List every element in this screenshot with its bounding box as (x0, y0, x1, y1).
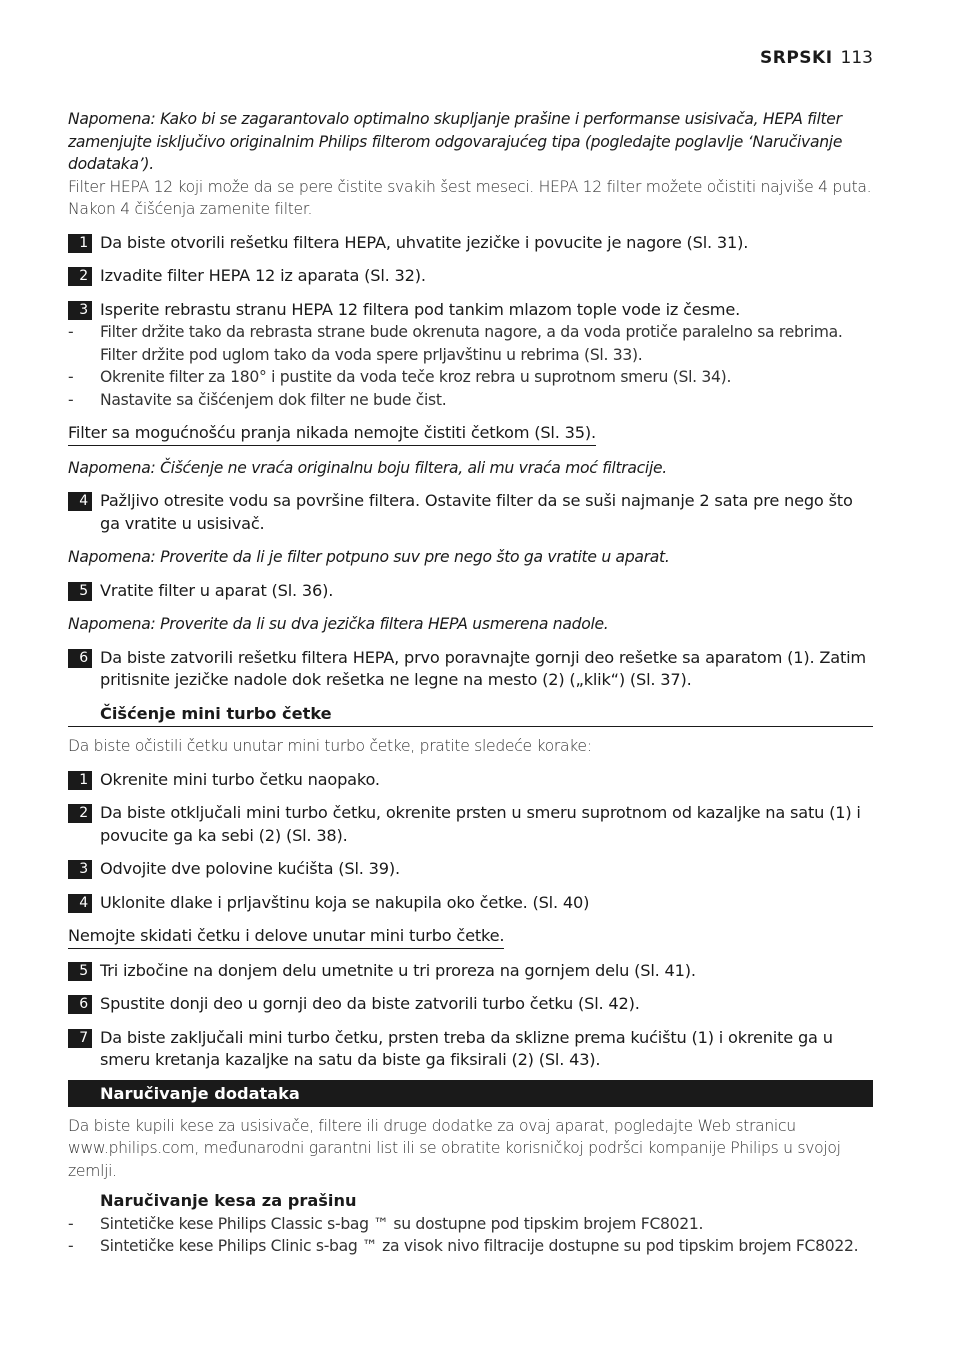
step-number: 4 (68, 894, 92, 913)
bullet-item: - Sintetičke kese Philips Clinic s-bag ™ za visok nivo filtracije dostupne su pod tipskim brojem FC8022. (68, 1237, 859, 1255)
step-number: 3 (68, 860, 92, 879)
page-number: 113 (840, 48, 873, 68)
step-turbo-6 (68, 993, 873, 1016)
step-hepa-4 (68, 490, 873, 535)
step-number: 2 (68, 804, 92, 823)
bullet-item: - Nastavite sa čišćenjem dok filter ne bude čist. (68, 390, 447, 409)
step-hepa-6 (68, 647, 873, 692)
step-number: 3 (68, 301, 92, 320)
bullet-item: - Sintetičke kese Philips Classic s-bag ™ su dostupne pod tipskim brojem FC8021. (68, 1214, 704, 1233)
step-text: Spustite donji deo u gornji deo da biste zatvorili turbo četku (Sl. 42). (100, 994, 640, 1013)
step-hepa-1 (68, 232, 873, 255)
step-text: Isperite rebrastu stranu HEPA 12 filtera pod tankim mlazom tople vode iz česme. (100, 299, 741, 319)
step-number: 1 (68, 771, 92, 790)
step-number: 5 (68, 582, 92, 601)
step-text: Da biste otvorili rešetku filtera HEPA, uhvatite jezičke i povucite je nagore (Sl. 31). (100, 232, 749, 252)
step-turbo-1 (68, 769, 873, 792)
ordering-intro: Da biste kupili kese za usisivače, filtere ili druge dodatke za ovaj aparat, pogledajte Web stranicu www.philips.com, međunarodni garantni list ili se obratite korisničkoj podršci kompanije Philips u svojoj zemlji. (68, 1116, 841, 1180)
page-header (760, 48, 873, 68)
step-number: 6 (68, 649, 92, 668)
step-number: 6 (68, 995, 92, 1014)
note-dry: Napomena: Proverite da li je filter potpuno suv pre nego što ga vratite u aparat. (68, 548, 670, 566)
section-heading-ordering: Naručivanje dodataka (68, 1080, 873, 1107)
subheading-bags: Naručivanje kesa za prašinu (100, 1191, 357, 1210)
language-label: SRPSKI (760, 48, 833, 68)
step-text: Uklonite dlake i prljavštinu koja se nakupila oko četke. (Sl. 40) (100, 892, 590, 912)
step-turbo-7 (68, 1027, 873, 1072)
step-number: 1 (68, 234, 92, 253)
turbo-intro: Da biste očistili četku unutar mini turbo četke, pratite sledeće korake: (68, 737, 592, 755)
step-text: Da biste zaključali mini turbo četku, prsten treba da sklizne prema kućištu (1) i okrenite ga u smeru kretanja kazaljke na satu da biste ga fiksirali (2) (Sl. 43). (100, 1027, 833, 1069)
note-tabs: Napomena: Proverite da li su dva jezička filtera HEPA usmerena nadole. (68, 615, 609, 633)
step-hepa-2 (68, 265, 873, 288)
step-text: Da biste zatvorili rešetku filtera HEPA, prvo poravnajte gornji deo rešetke sa aparatom (1). Zatim pritisnite jezičke nadole dok rešetka ne legne na mesto (2) („klik“) (Sl. 37). (100, 647, 866, 689)
step-text: Okrenite mini turbo četku naopako. (100, 769, 380, 789)
warning-turbo: Nemojte skidati četku i delove unutar mini turbo četke. (68, 925, 504, 949)
step-hepa-3 (68, 299, 873, 322)
step-text: Tri izbočine na donjem delu umetnite u tri proreza na gornjem delu (Sl. 41). (100, 960, 696, 980)
bullet-item: - Filter držite tako da rebrasta strane bude okrenuta nagore, a da voda protiče paralelno sa rebrima. Filter držite pod uglom tako da voda spere prljavštinu u rebrima (Sl. 33). (68, 323, 843, 364)
step-turbo-5 (68, 960, 873, 983)
step-number: 5 (68, 962, 92, 981)
step-number: 7 (68, 1029, 92, 1048)
bullet-item: - Okrenite filter za 180° i pustite da voda teče kroz rebra u suprotnom smeru (Sl. 34). (68, 368, 732, 386)
hepa-intro: Filter HEPA 12 koji može da se pere čistite svakih šest meseci. HEPA 12 filter možete očistiti najviše 4 puta. Nakon 4 čišćenja zamenite filter. (68, 177, 872, 218)
step-text: Vratite filter u aparat (Sl. 36). (100, 580, 334, 600)
section-heading-turbo: Čišćenje mini turbo četke (68, 703, 873, 728)
step-turbo-3 (68, 858, 873, 881)
step-hepa-5 (68, 580, 873, 603)
step-text: Da biste otključali mini turbo četku, okrenite prsten u smeru suprotnom od kazaljke na satu (1) i povucite ga ka sebi (2) (Sl. 38). (100, 803, 861, 845)
step-number: 2 (68, 267, 92, 286)
step-text: Odvojite dve polovine kućišta (Sl. 39). (100, 859, 400, 878)
warning-no-brush: Filter sa mogućnošću pranja nikada nemojte čistiti četkom (Sl. 35). (68, 422, 596, 446)
page-content (68, 108, 873, 1258)
step-turbo-2 (68, 802, 873, 847)
step-text: Pažljivo otresite vodu sa površine filtera. Ostavite filter da se suši najmanje 2 sata pre nego što ga vratite u usisivač. (100, 491, 853, 533)
note-hepa-original: Napomena: Kako bi se zagarantovalo optimalno skupljanje prašine i performanse usisivača, HEPA filter zamenjujte isključivo originalnim Philips filterom odgovarajućeg tipa (pogledajte poglavlje ‘Naručivanje dodataka’). (68, 110, 843, 173)
note-color: Napomena: Čišćenje ne vraća originalnu boju filtera, ali mu vraća moć filtracije. (68, 458, 667, 477)
step-turbo-4 (68, 892, 873, 915)
step-number: 4 (68, 492, 92, 511)
step-text: Izvadite filter HEPA 12 iz aparata (Sl. 32). (100, 266, 426, 285)
